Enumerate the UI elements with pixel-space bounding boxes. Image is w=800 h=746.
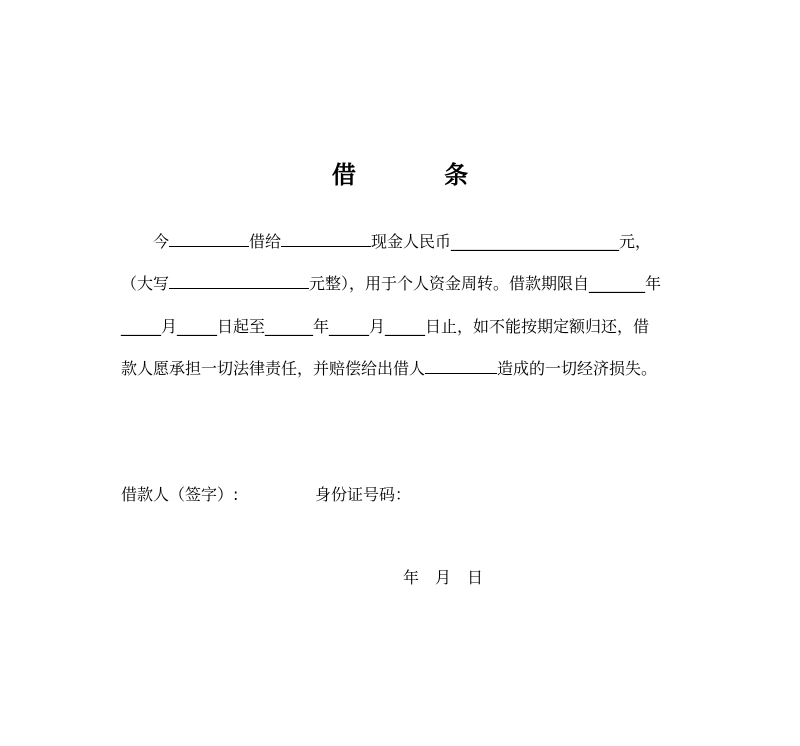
date-month: 月 (435, 568, 452, 587)
text-amount: 现金人民币_____________________元， (371, 232, 652, 251)
date-day: 日 (467, 568, 484, 587)
uppercase-amount-blank (169, 274, 309, 289)
body-line-1 (121, 232, 691, 252)
id-number-label: 身份证号码： (315, 485, 412, 504)
text-uppercase-label: （大写 (121, 274, 170, 293)
text-jin: 今 (153, 232, 170, 251)
document-title: 借 条 (331, 161, 509, 189)
body-line-4 (121, 359, 691, 379)
body-line-2 (121, 274, 691, 294)
body-line-3 (121, 317, 691, 337)
borrower-signature-label: 借款人（签字）: (121, 485, 239, 504)
text-liability: 款人愿承担一切法律责任，并赔偿给出借人 (121, 359, 426, 378)
text-loss: 造成的一切经济损失。 (497, 359, 658, 378)
text-term-dates: _____月_____日起至______年_____月_____日止，如不能按期定额归还，借 (121, 317, 650, 336)
lender-blank (169, 232, 249, 247)
borrower-blank (281, 232, 371, 247)
lender-name-blank (425, 359, 497, 374)
date-line (403, 568, 499, 588)
text-purpose-term: 元整），用于个人资金周转。借款期限自_______年 (309, 274, 662, 293)
date-year: 年 (403, 568, 420, 587)
text-lend-to: 借给 (249, 232, 282, 251)
